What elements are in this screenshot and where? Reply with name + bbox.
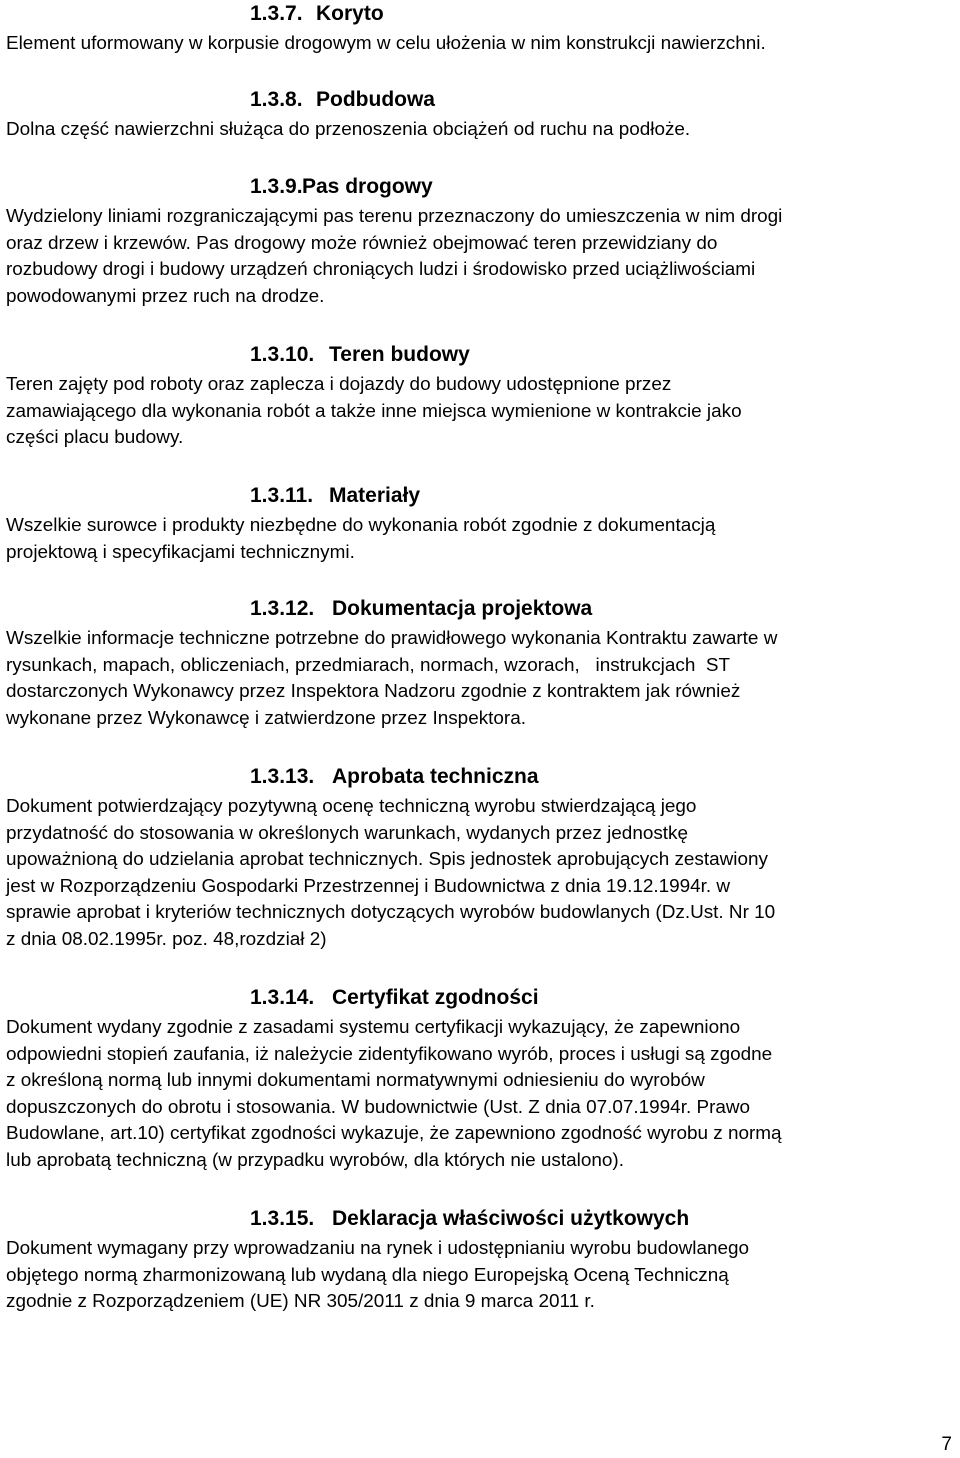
body-line: z określoną normą lub innymi dokumentami normatywnymi odniesieniu do wyrobów bbox=[6, 1070, 705, 1092]
section-title: Materiały bbox=[329, 484, 421, 507]
section-heading bbox=[6, 764, 956, 790]
body-line: Wszelkie surowce i produkty niezbędne do wykonania robót zgodnie z dokumentacją bbox=[6, 515, 716, 536]
section-number: 1.3.8. bbox=[250, 88, 303, 111]
section-body bbox=[6, 117, 956, 144]
body-line: części placu budowy. bbox=[6, 427, 184, 449]
section-koryto bbox=[6, 1, 956, 58]
section-body bbox=[6, 204, 956, 310]
section-dokumentacja-projektowa bbox=[6, 596, 956, 732]
body-line: Element uformowany w korpusie drogowym w celu ułożenia w nim konstrukcji nawierzchni. bbox=[6, 33, 766, 54]
body-line: Dolna część nawierzchni służąca do przenoszenia obciążeń od ruchu na podłoże. bbox=[6, 119, 691, 140]
section-deklaracja-wlasciwosci bbox=[6, 1206, 956, 1316]
body-line: wykonane przez Wykonawcę i zatwierdzone przez Inspektora. bbox=[6, 707, 526, 729]
body-line: zamawiającego dla wykonania robót a także inne miejsca wymienione w kontrakcie jako bbox=[6, 400, 742, 422]
section-body bbox=[6, 372, 956, 452]
section-teren-budowy bbox=[6, 342, 956, 452]
section-title: Aprobata techniczna bbox=[332, 765, 539, 788]
section-title: Podbudowa bbox=[316, 88, 435, 111]
body-line: sprawie aprobat i kryteriów technicznych dotyczących wyrobów budowlanych (Dz.Ust. Nr 10 bbox=[6, 902, 776, 924]
body-line: lub aprobatą techniczną (w przypadku wyrobów, dla których nie ustalono). bbox=[6, 1149, 624, 1171]
body-line: Wydzielony liniami rozgraniczającymi pas terenu przeznaczony do umieszczenia w nim drogi bbox=[6, 206, 783, 227]
section-body bbox=[6, 794, 956, 954]
body-line: powodowanymi przez ruch na drodze. bbox=[6, 285, 325, 307]
section-title: Certyfikat zgodności bbox=[332, 986, 539, 1009]
section-pas-drogowy bbox=[6, 174, 956, 310]
body-line: Wszelkie informacje techniczne potrzebne do prawidłowego wykonania Kontraktu zawarte w bbox=[6, 628, 778, 649]
section-body bbox=[6, 1236, 956, 1316]
section-title: Deklaracja właściwości użytkowych bbox=[332, 1207, 690, 1230]
section-number: 1.3.12. bbox=[250, 597, 315, 620]
section-title: Pas drogowy bbox=[302, 175, 433, 198]
section-heading bbox=[6, 483, 956, 509]
section-heading bbox=[6, 596, 956, 622]
body-line: Dokument potwierdzający pozytywną ocenę techniczną wyrobu stwierdzającą jego bbox=[6, 796, 697, 817]
body-line: rysunkach, mapach, obliczeniach, przedmiarach, normach, wzorach, instrukcjach ST bbox=[6, 654, 730, 676]
body-line: oraz drzew i krzewów. Pas drogowy może również obejmować teren przewidziany do bbox=[6, 232, 718, 254]
body-line: Dokument wymagany przy wprowadzaniu na rynek i udostępnianiu wyrobu budowlanego bbox=[6, 1238, 750, 1259]
body-line: odpowiedni stopień zaufania, iż należycie zidentyfikowano wyrób, proces i usługi są zgodne bbox=[6, 1043, 773, 1065]
section-number: 1.3.13. bbox=[250, 765, 315, 788]
section-title: Teren budowy bbox=[329, 343, 470, 366]
section-number: 1.3.11. bbox=[250, 484, 314, 507]
section-heading bbox=[6, 174, 956, 200]
body-line: upoważnioną do udzielania aprobat technicznych. Spis jednostek aprobujących zestawiony bbox=[6, 849, 768, 871]
section-title: Koryto bbox=[316, 2, 384, 25]
section-heading bbox=[6, 342, 956, 368]
body-line: Teren zajęty pod roboty oraz zaplecza i dojazdy do budowy udostępnione przez bbox=[6, 374, 672, 395]
body-line: dopuszczonych do obrotu i stosowania. W budownictwie (Ust. Z dnia 07.07.1994r. Prawo bbox=[6, 1096, 751, 1118]
body-line: z dnia 08.02.1995r. poz. 48,rozdział 2) bbox=[6, 928, 327, 950]
body-line: projektową i specyfikacjami technicznymi. bbox=[6, 541, 355, 563]
body-line: jest w Rozporządzeniu Gospodarki Przestrzennej i Budownictwa z dnia 19.12.1994r. w bbox=[6, 875, 731, 897]
body-line: Budowlane, art.10) certyfikat zgodności wykazuje, że zapewniono zgodność wyrobu z normą bbox=[6, 1123, 782, 1145]
body-line: zgodnie z Rozporządzeniem (UE) NR 305/2011 z dnia 9 marca 2011 r. bbox=[6, 1291, 595, 1313]
section-title: Dokumentacja projektowa bbox=[332, 597, 593, 620]
section-body bbox=[6, 513, 956, 566]
section-number: 1.3.15. bbox=[250, 1207, 315, 1230]
body-line: rozbudowy drogi i budowy urządzeń chroniących ludzi i środowisko przed uciążliwościami bbox=[6, 259, 756, 281]
section-heading bbox=[6, 1, 956, 27]
body-line: objętego normą zharmonizowaną lub wydaną dla niego Europejską Oceną Techniczną bbox=[6, 1264, 729, 1286]
section-body bbox=[6, 31, 956, 58]
section-certyfikat-zgodnosci bbox=[6, 985, 956, 1175]
section-heading bbox=[6, 985, 956, 1011]
section-heading bbox=[6, 1206, 956, 1232]
body-line: przydatność do stosowania w określonych warunkach, wydanych przez jednostkę bbox=[6, 822, 689, 844]
section-number: 1.3.14. bbox=[250, 986, 315, 1009]
section-body bbox=[6, 1015, 956, 1175]
body-line: Dokument wydany zgodnie z zasadami systemu certyfikacji wykazujący, że zapewniono bbox=[6, 1017, 741, 1038]
section-heading bbox=[6, 87, 956, 113]
section-materialy bbox=[6, 483, 956, 566]
section-number: 1.3.9. bbox=[250, 175, 303, 198]
section-number: 1.3.7. bbox=[250, 2, 303, 25]
section-podbudowa bbox=[6, 87, 956, 144]
section-number: 1.3.10. bbox=[250, 343, 315, 366]
section-aprobata-techniczna bbox=[6, 764, 956, 954]
body-line: dostarczonych Wykonawcy przez Inspektora Nadzoru zgodnie z kontraktem jak również bbox=[6, 681, 741, 703]
section-body bbox=[6, 626, 956, 732]
page-number: 7 bbox=[941, 1434, 952, 1455]
